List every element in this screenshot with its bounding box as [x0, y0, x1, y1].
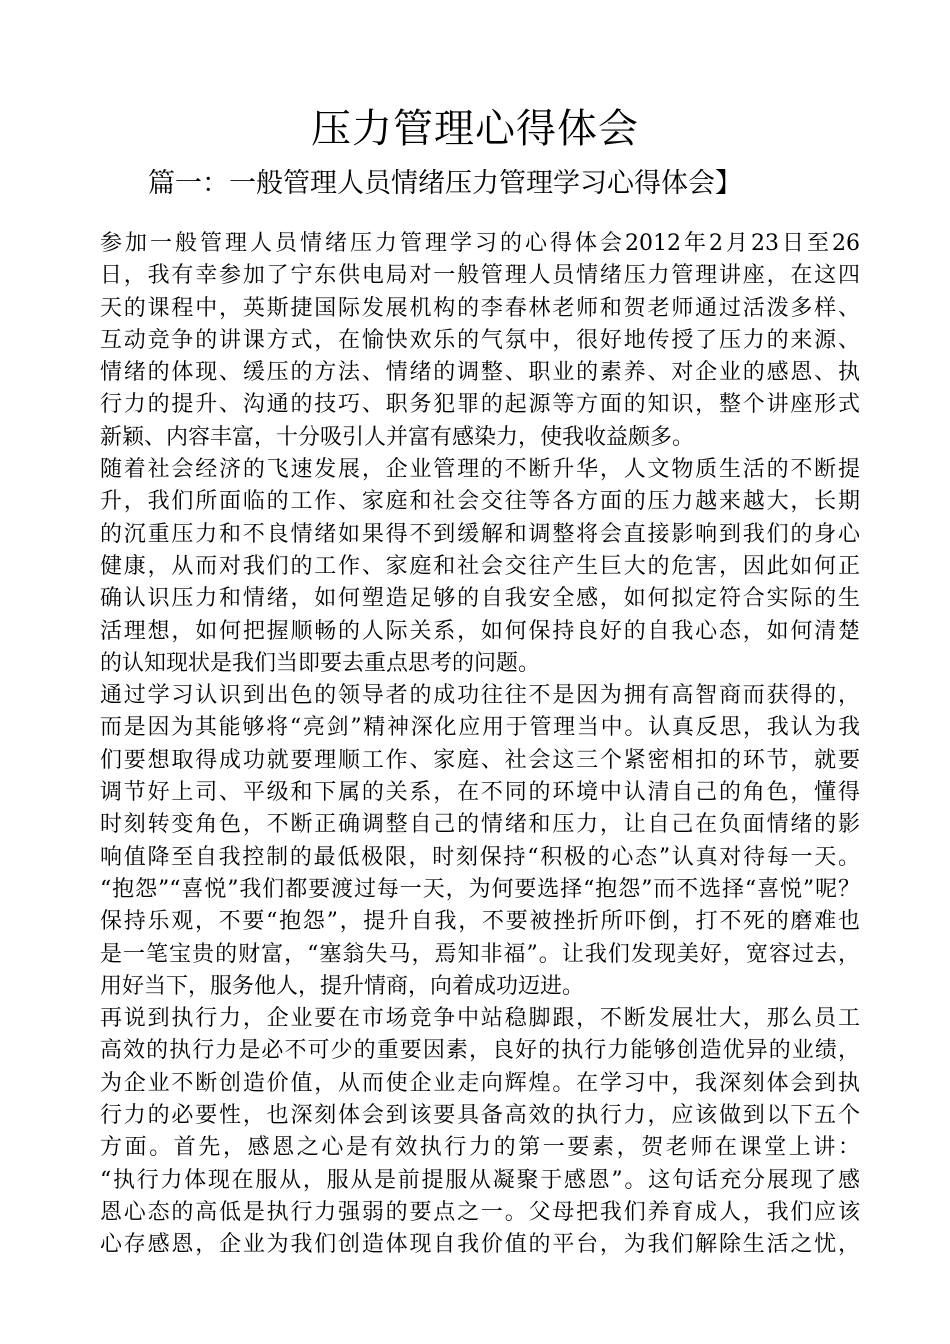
text-line: 活理想，如何把握顺畅的人际关系，如何保持良好的自我心态，如何清楚: [100, 618, 860, 644]
text-line: 互动竞争的讲课方式，在愉快欢乐的气氛中，很好地传授了压力的来源、: [100, 327, 860, 353]
document-subtitle: 篇一：一般管理人员情绪压力管理学习心得体会】: [148, 168, 742, 199]
text-line: 们要想取得成功就要理顺工作、家庭、社会这三个紧密相扣的环节，就要: [100, 747, 860, 773]
text-line: 行力的必要性，也深刻体会到该要具备高效的执行力，应该做到以下五个: [100, 1103, 860, 1129]
text-line: 心存感恩，企业为我们创造体现自我价值的平台，为我们解除生活之忧，: [100, 1232, 860, 1258]
text-line: 为企业不断创造价值，从而使企业走向辉煌。在学习中，我深刻体会到执: [100, 1070, 860, 1096]
text-line: 高效的执行力是必不可少的重要因素，良好的执行力能够创造优异的业绩，: [100, 1038, 860, 1064]
text-line: 方面。首先，感恩之心是有效执行力的第一要素，贺老师在课堂上讲：: [100, 1135, 860, 1161]
text-line: 行力的提升、沟通的技巧、职务犯罪的起源等方面的知识，整个讲座形式: [100, 392, 860, 418]
text-line: 的沉重压力和不良情绪如果得不到缓解和调整将会直接影响到我们的身心: [100, 521, 860, 547]
text-line: 再说到执行力，企业要在市场竞争中站稳脚跟，不断发展壮大，那么员工: [100, 1006, 860, 1032]
text-line: 日，我有幸参加了宁东供电局对一般管理人员情绪压力管理讲座，在这四: [100, 263, 860, 289]
text-line: 调节好上司、平级和下属的关系，在不同的环境中认清自己的角色，懂得: [100, 780, 860, 806]
text-line: 新颖、内容丰富，十分吸引人并富有感染力，使我收益颇多。: [100, 424, 695, 450]
text-line: 情绪的体现、缓压的方法、情绪的调整、职业的素养、对企业的感恩、执: [100, 360, 860, 386]
text-line: 用好当下，服务他人，提升情商，向着成功迈进。: [100, 973, 585, 999]
text-line: 的认知现状是我们当即要去重点思考的问题。: [100, 650, 541, 676]
text-line: “抱怨”“喜悦”我们都要渡过每一天，为何要选择“抱怨”而不选择“喜悦”呢？: [100, 876, 860, 902]
text-line: 通过学习认识到出色的领导者的成功往往不是因为拥有高智商而获得的，: [100, 683, 860, 709]
text-line: 而是因为其能够将“亮剑”精神深化应用于管理当中。认真反思，我认为我: [100, 715, 860, 741]
text-line: 时刻转变角色，不断正确调整自己的情绪和压力，让自己在负面情绪的影: [100, 812, 860, 838]
text-line: 天的课程中，英斯捷国际发展机构的李春林老师和贺老师通过活泼多样、: [100, 295, 860, 321]
text-line: 是一笔宝贵的财富，“塞翁失马，焉知非福”。让我们发现美好，宽容过去，: [100, 941, 860, 967]
document-body: [100, 228, 860, 1262]
text-line: 健康，从而对我们的工作、家庭和社会交往产生巨大的危害，因此如何正: [100, 553, 860, 579]
text-line: “执行力体现在服从，服从是前提服从凝聚于感恩”。这句话充分展现了感: [100, 1167, 860, 1193]
text-line: 随着社会经济的飞速发展，企业管理的不断升华，人文物质生活的不断提: [100, 457, 860, 483]
text-line: 升，我们所面临的工作、家庭和社会交往等各方面的压力越来越大，长期: [100, 489, 860, 515]
text-line: 响值降至自我控制的最低极限，时刻保持“积极的心态”认真对待每一天。: [100, 844, 860, 870]
text-line: 确认识压力和情绪，如何塑造足够的自我安全感，如何拟定符合实际的生: [100, 586, 860, 612]
document-title: 压力管理心得体会: [311, 106, 639, 152]
text-line: 保持乐观，不要“抱怨”，提升自我，不要被挫折所吓倒，打不死的磨难也: [100, 909, 860, 935]
text-line: 参加一般管理人员情绪压力管理学习的心得体会2012年2月23日至26: [100, 231, 860, 256]
text-line: 恩心态的高低是执行力强弱的要点之一。父母把我们养育成人，我们应该: [100, 1199, 860, 1225]
